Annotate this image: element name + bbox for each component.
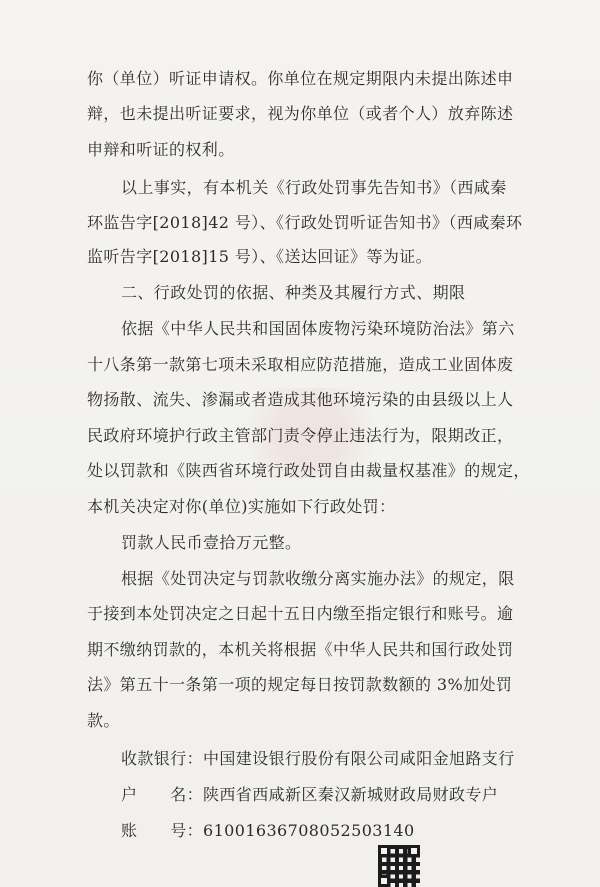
paragraph-line-15: 期不缴纳罚款的，本机关将根据《中华人民共和国行政处罚 (87, 640, 514, 659)
paragraph-line-12: 本机关决定对你(单位)实施如下行政处罚： (87, 497, 396, 516)
account-number-line: 账 号：61001636708052503140 (121, 821, 415, 840)
paragraph-line-3: 申辩和听证的权利。 (87, 140, 235, 159)
paragraph-line-2: 辩，也未提出听证要求，视为你单位（或者个人）放弃陈述 (87, 104, 514, 123)
section-heading: 二、行政处罚的依据、种类及其履行方式、期限 (121, 283, 466, 302)
paragraph-line-11: 处以罚款和《陕西省环境行政处罚自由裁量权基准》的规定， (87, 461, 530, 480)
penalty-line: 罚款人民币壹拾万元整。 (121, 533, 302, 552)
qr-code-corner-icon (378, 875, 390, 887)
paragraph-line-14: 于接到本处罚决定之日起十五日内缴至指定银行和账号。逾 (87, 604, 514, 623)
paragraph-line-7: 依据《中华人民共和国固体废物污染环境防治法》第六 (121, 319, 515, 338)
paragraph-line-16: 法》第五十一条第一项的规定每日按罚款数额的 3%加处罚 (87, 675, 513, 694)
paragraph-line-17: 款。 (87, 711, 120, 730)
paragraph-line-5: 环监告字[2018]42 号）、《行政处罚听证告知书》（西咸秦环 (87, 213, 523, 232)
paragraph-line-9: 物扬散、流失、渗漏或者造成其他环境污染的由县级以上人 (87, 390, 514, 409)
paragraph-line-6: 监听告字[2018]15 号）、《送达回证》等为证。 (87, 247, 433, 266)
account-name-line: 户 名：陕西省西咸新区秦汉新城财政局财政专户 (121, 785, 499, 804)
qr-code-icon (378, 845, 420, 887)
bank-name-line: 收款银行：中国建设银行股份有限公司咸阳金旭路支行 (121, 749, 515, 768)
paragraph-line-4: 以上事实，有本机关《行政处罚事先告知书》（西咸秦 (121, 178, 507, 197)
paragraph-line-13: 根据《处罚决定与罚款收缴分离实施办法》的规定，限 (121, 569, 515, 588)
paragraph-line-10: 民政府环境护行政主管部门责令停止违法行为，限期改正， (87, 426, 514, 445)
paragraph-line-1: 你（单位）听证申请权。你单位在规定期限内未提出陈述申 (87, 69, 514, 88)
paragraph-line-8: 十八条第一款第七项未采取相应防范措施，造成工业固体废 (87, 355, 514, 374)
